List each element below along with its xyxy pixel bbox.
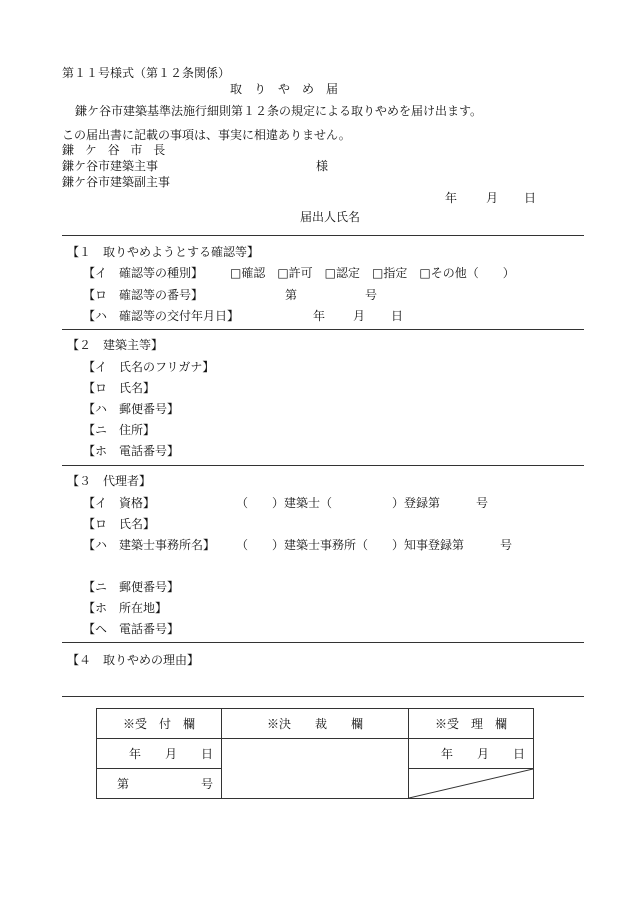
date-day: 日	[524, 191, 537, 205]
divider	[62, 235, 584, 236]
reception-number: 第 号	[97, 769, 222, 799]
agent-qualification-label: 【イ 資格】	[83, 496, 156, 510]
issue-date-label: 【ハ 確認等の交付年月日】	[83, 309, 240, 323]
date-month: 月	[486, 191, 499, 205]
divider	[62, 696, 584, 697]
addressee-building-official: 鎌ケ谷市建築主事	[62, 159, 159, 173]
agent-postal-label: 【ニ 郵便番号】	[83, 580, 180, 594]
issue-month: 月	[353, 309, 366, 323]
reception-date: 年 月 日	[97, 739, 222, 769]
processing-number-cell	[409, 769, 534, 799]
number-dai: 第	[285, 288, 298, 302]
intro-text: 鎌ケ谷市建築基準法施行細則第１２条の規定による取りやめを届け出ます。	[75, 104, 483, 118]
decision-cell	[222, 739, 409, 799]
agent-office-label: 【ハ 建築士事務所名】	[83, 538, 216, 552]
issue-day: 日	[391, 309, 404, 323]
agent-location-label: 【ホ 所在地】	[83, 601, 168, 615]
reception-header: ※受 付 欄	[97, 709, 222, 739]
issue-year: 年	[313, 309, 326, 323]
date-year: 年	[445, 191, 458, 205]
form-number: 第１１号様式（第１２条関係）	[62, 66, 231, 80]
divider	[62, 465, 584, 466]
declaration-text: この届出書に記載の事項は、事実に相違ありません。	[62, 128, 351, 142]
owner-name-label: 【ロ 氏名】	[83, 381, 156, 395]
addressee-mayor: 鎌ケ谷市長	[62, 143, 177, 157]
section4-heading: 【４ 取りやめの理由】	[67, 653, 200, 667]
agent-office-value: （ ）建築士事務所（ ）知事登録第 号	[236, 538, 513, 552]
processing-header: ※受 理 欄	[409, 709, 534, 739]
owner-address-label: 【ニ 住所】	[83, 423, 156, 437]
section1-heading: 【１ 取りやめようとする確認等】	[67, 245, 260, 259]
owner-phone-label: 【ホ 電話番号】	[83, 444, 180, 458]
form-title: 取 り や め 届	[230, 82, 339, 96]
divider	[62, 642, 584, 643]
section3-heading: 【３ 代理者】	[67, 474, 152, 488]
applicant-name-label: 届出人氏名	[300, 210, 361, 224]
diagonal-line	[409, 769, 533, 798]
number-go: 号	[365, 288, 378, 302]
agent-name-label: 【ロ 氏名】	[83, 517, 156, 531]
agent-phone-label: 【ヘ 電話番号】	[83, 622, 180, 636]
confirmation-number-label: 【ロ 確認等の番号】	[83, 288, 204, 302]
processing-date: 年 月 日	[409, 739, 534, 769]
office-use-table	[96, 708, 534, 799]
agent-qualification-value: （ ）建築士（ ）登録第 号	[236, 496, 489, 510]
addressee-deputy-official: 鎌ケ谷市建築副主事	[62, 175, 171, 189]
decision-header: ※決 裁 欄	[222, 709, 409, 739]
honorific: 様	[316, 159, 329, 173]
confirmation-type-label: 【イ 確認等の種別】	[83, 266, 204, 280]
confirmation-type-options: □確認 □許可 □認定 □指定 □その他（ ）	[230, 266, 515, 280]
owner-kana-label: 【イ 氏名のフリガナ】	[83, 360, 215, 374]
divider	[62, 329, 584, 330]
section2-heading: 【２ 建築主等】	[67, 338, 164, 352]
owner-postal-label: 【ハ 郵便番号】	[83, 402, 180, 416]
